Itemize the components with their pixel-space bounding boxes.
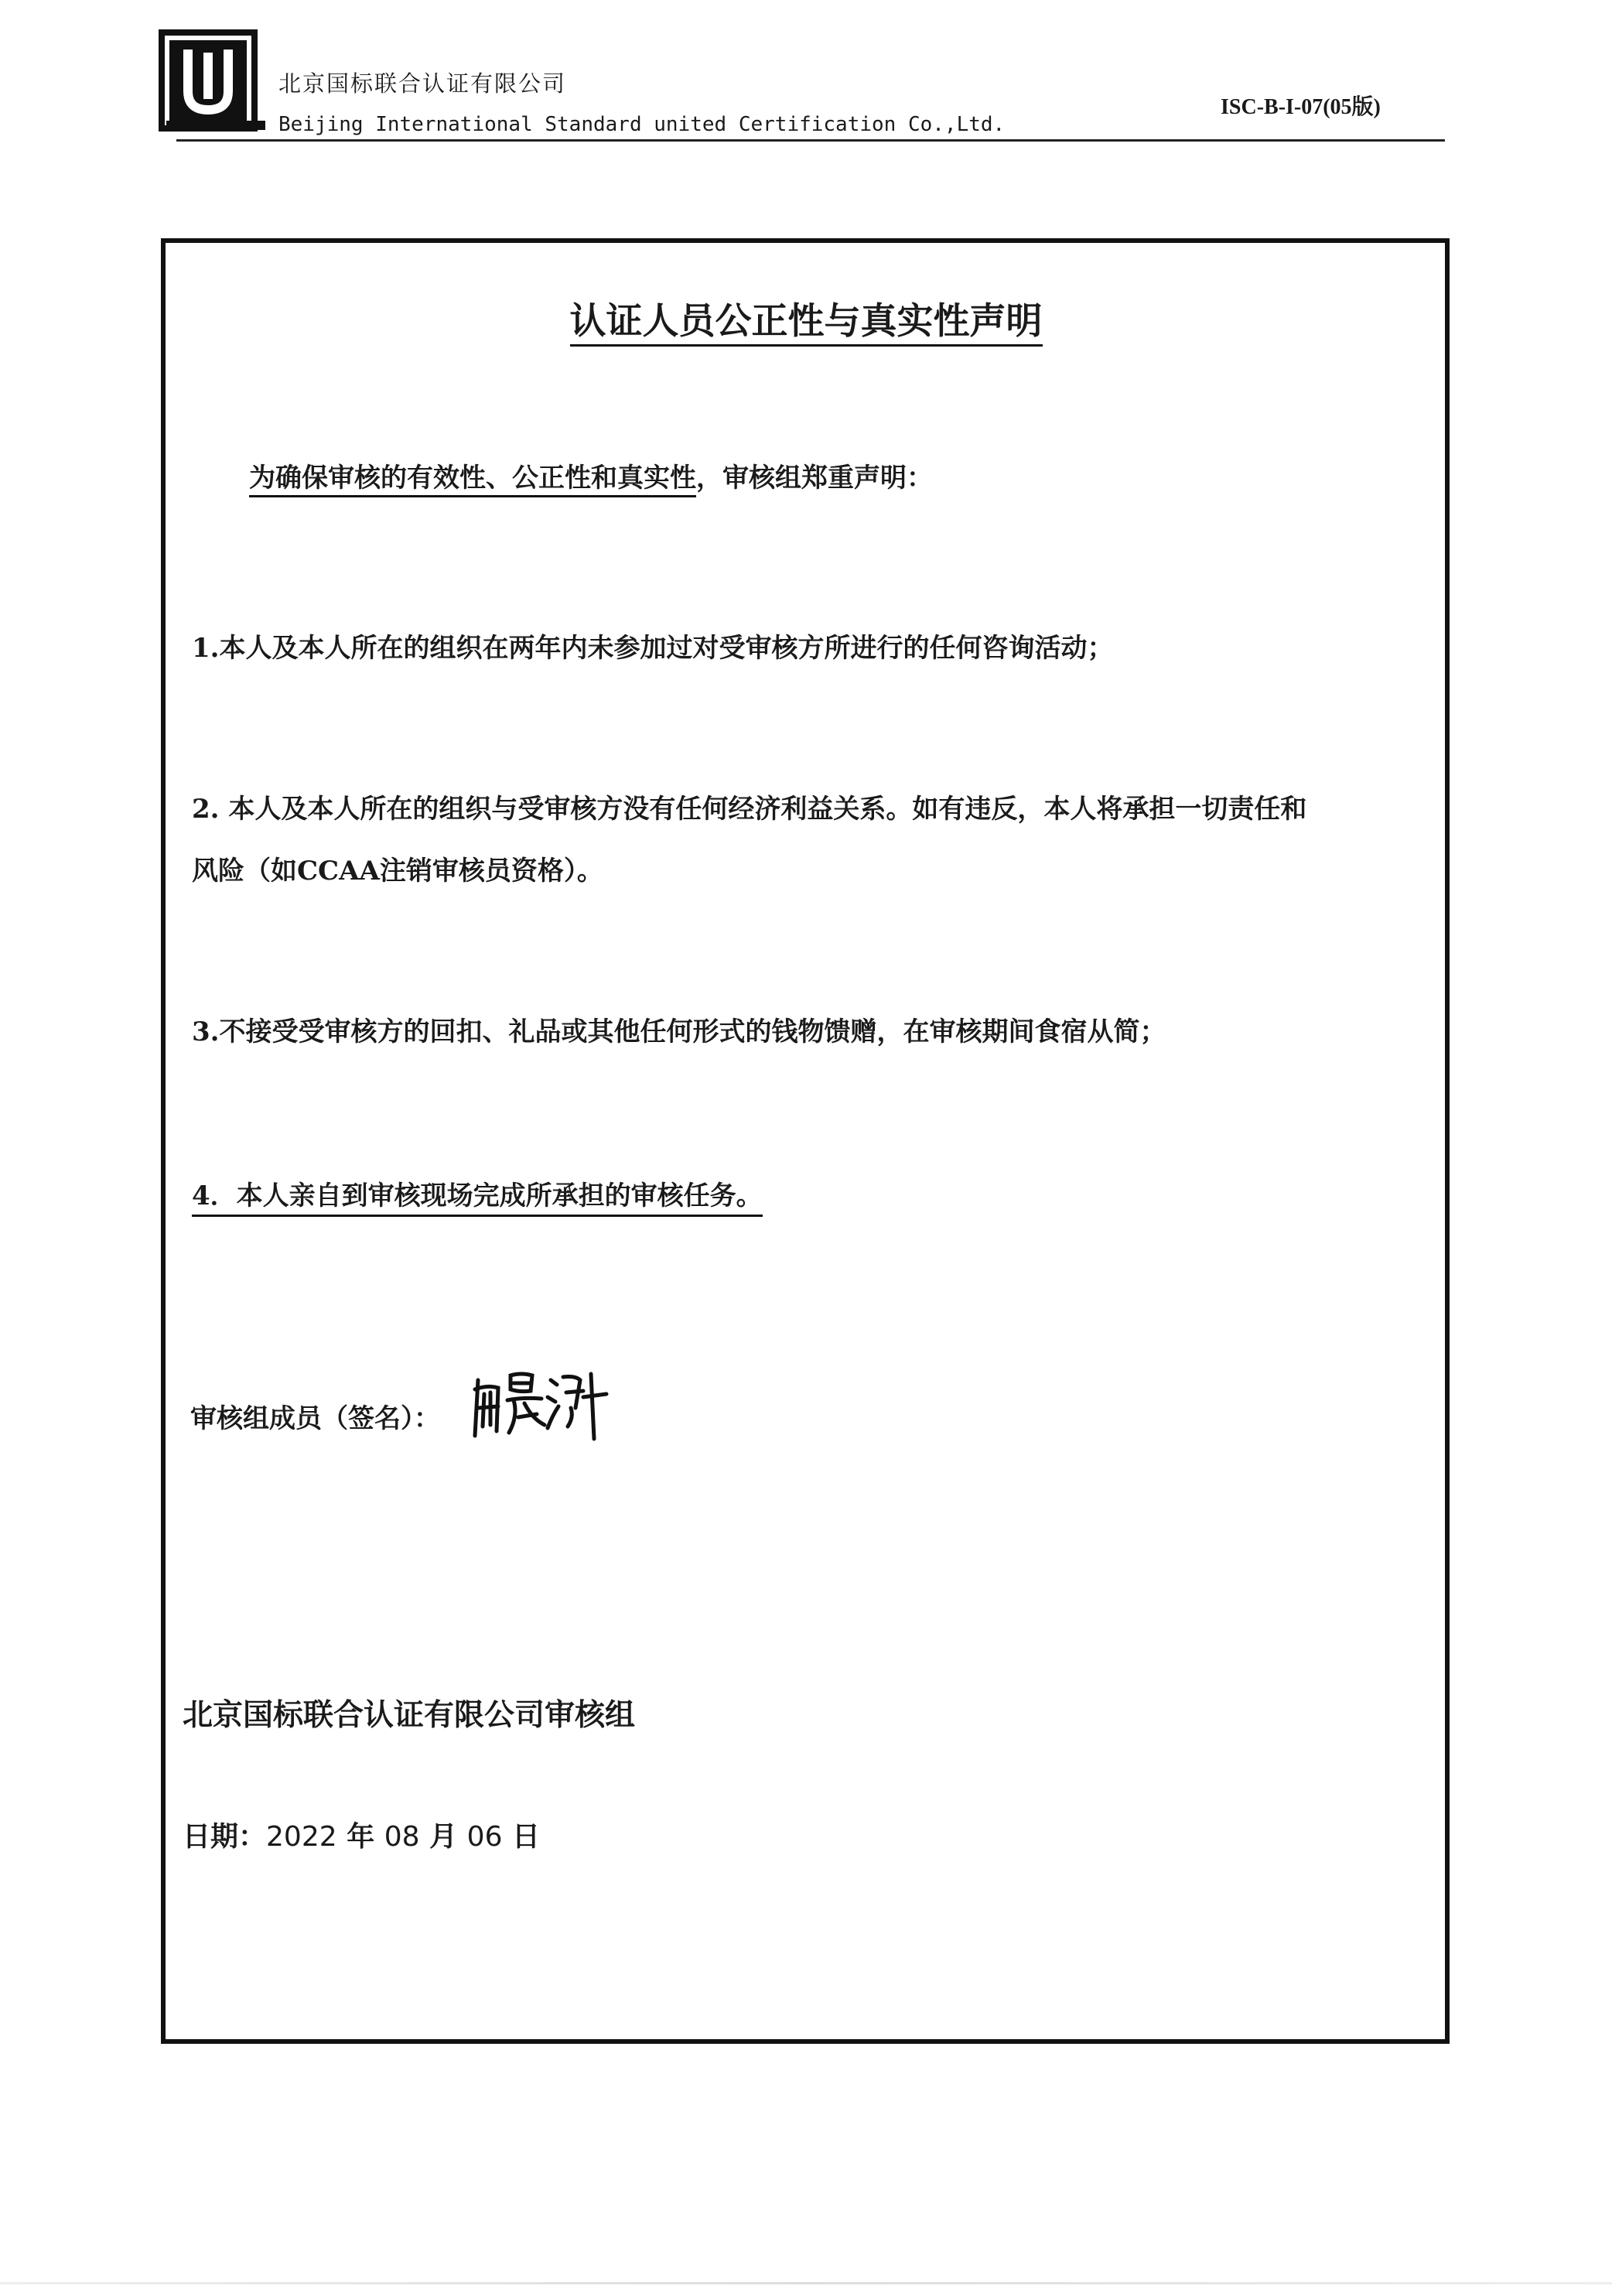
date-year: 2022 — [266, 1821, 337, 1853]
handwritten-signature — [467, 1362, 614, 1447]
date-label: 日期： — [183, 1820, 267, 1853]
page-title — [0, 292, 1612, 344]
statement-item-2-line-2: 风险（如CCAA注销审核员资格）。 — [192, 856, 603, 887]
audit-group-name: 北京国标联合认证有限公司审核组 — [183, 1697, 636, 1733]
intro-underlined: 为确保审核的有效性、公正性和真实性 — [249, 463, 696, 497]
company-logo-icon — [159, 29, 265, 138]
intro-paragraph — [249, 456, 933, 494]
signer-label: 审核组成员（签名）： — [190, 1403, 440, 1434]
statement-item-4-text: 4．本人亲自到审核现场完成所承担的审核任务。 — [192, 1180, 763, 1217]
date-row — [183, 1815, 540, 1854]
date-month: 08 — [384, 1821, 420, 1853]
statement-item-1: 1.本人及本人所在的组织在两年内未参加过对受审核方所进行的任何咨询活动； — [192, 633, 1114, 664]
date-day: 06 — [466, 1821, 503, 1853]
declaration-frame — [161, 238, 1450, 2044]
date-month-unit: 月 — [429, 1820, 458, 1853]
document-code: ISC-B-I-07(05版) — [1221, 95, 1381, 119]
scan-edge — [0, 2282, 1612, 2284]
statement-item-3: 3.不接受受审核方的回扣、礼品或其他任何形式的钱物馈赠，在审核期间食宿从简； — [192, 1016, 1166, 1047]
statement-item-2-line-1: 2. 本人及本人所在的组织与受审核方没有任何经济利益关系。如有违反，本人将承担一切责任和 — [192, 794, 1307, 825]
company-name-en: Beijing International Standard united Certification Co.,Ltd. — [278, 113, 1006, 136]
date-year-unit: 年 — [347, 1820, 375, 1853]
title-text: 认证人员公正性与真实性声明 — [570, 300, 1043, 347]
intro-rest: ，审核组郑重声明： — [696, 463, 933, 494]
statement-item-4 — [192, 1174, 763, 1212]
header-divider — [176, 139, 1445, 142]
document-header — [0, 0, 1612, 155]
date-day-unit: 日 — [512, 1820, 541, 1853]
company-name-cn: 北京国标联合认证有限公司 — [278, 70, 567, 97]
